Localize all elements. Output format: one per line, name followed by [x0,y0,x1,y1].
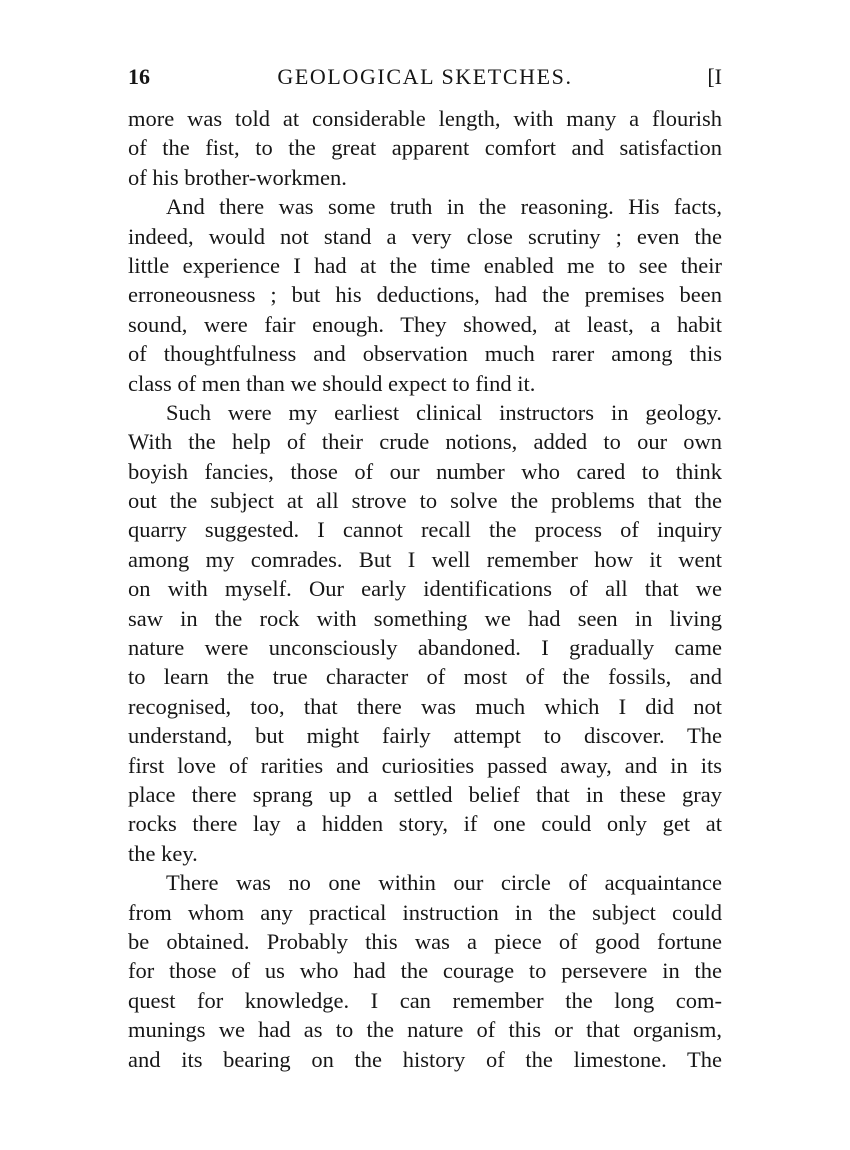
page-number: 16 [128,64,150,89]
text-line: and its bearing on the history of the limestone. The [128,1046,722,1072]
text-line: munings we had as to the nature of this or that organism, [128,1017,722,1043]
text-line: on with myself. Our early identifications of all that we [128,576,722,602]
text-line: understand, but might fairly attempt to discover. The [128,723,722,749]
text-line: little experience I had at the time enabled me to see their [128,252,722,278]
text-line: erroneousness ; but his deductions, had the premises been [128,282,722,308]
text-line: of his brother-workmen. [128,164,347,190]
text-line: sound, were fair enough. They showed, at least, a habit [128,311,722,337]
chapter-mark: [I [707,64,722,89]
text-body [128,104,722,1074]
paragraph [128,104,722,192]
text-line: out the subject at all strove to solve the problems that the [128,488,722,514]
text-line: quest for knowledge. I can remember the long com- [128,987,722,1013]
text-line: to learn the true character of most of the fossils, and [128,664,722,690]
text-line: quarry suggested. I cannot recall the process of inquiry [128,517,722,543]
paragraph [128,868,722,1074]
running-head [128,62,722,92]
text-line: place there sprang up a settled belief that in these gray [128,781,722,807]
text-line: for those of us who had the courage to persevere in the [128,958,722,984]
text-line: And there was some truth in the reasoning. His facts, [166,194,722,220]
running-title: GEOLOGICAL SKETCHES. [277,64,573,89]
paragraph [128,192,722,398]
text-line: recognised, too, that there was much which I did not [128,693,722,719]
text-line: more was told at considerable length, with many a flourish [128,106,722,131]
text-line: from whom any practical instruction in the subject could [128,899,722,925]
text-line: nature were unconsciously abandoned. I gradually came [128,635,722,661]
text-line: There was no one within our circle of acquaintance [166,870,722,896]
text-line: be obtained. Probably this was a piece of good fortune [128,928,722,954]
text-line: among my comrades. But I well remember how it went [128,546,722,572]
text-line: Such were my earliest clinical instructors in geology. [166,399,722,425]
paragraph [128,398,722,868]
text-line: boyish fancies, those of our number who cared to think [128,458,722,484]
text-line: indeed, would not stand a very close scrutiny ; even the [128,223,722,249]
text-line: With the help of their crude notions, added to our own [128,429,722,455]
text-line: first love of rarities and curiosities passed away, and in its [128,752,722,778]
text-line: rocks there lay a hidden story, if one could only get at [128,811,722,837]
text-line: of thoughtfulness and observation much rarer among this [128,341,722,367]
text-line: saw in the rock with something we had seen in living [128,605,722,631]
text-line: the key. [128,840,198,866]
text-line: of the fist, to the great apparent comfort and satisfaction [128,135,722,161]
text-line: class of men than we should expect to find it. [128,370,536,396]
